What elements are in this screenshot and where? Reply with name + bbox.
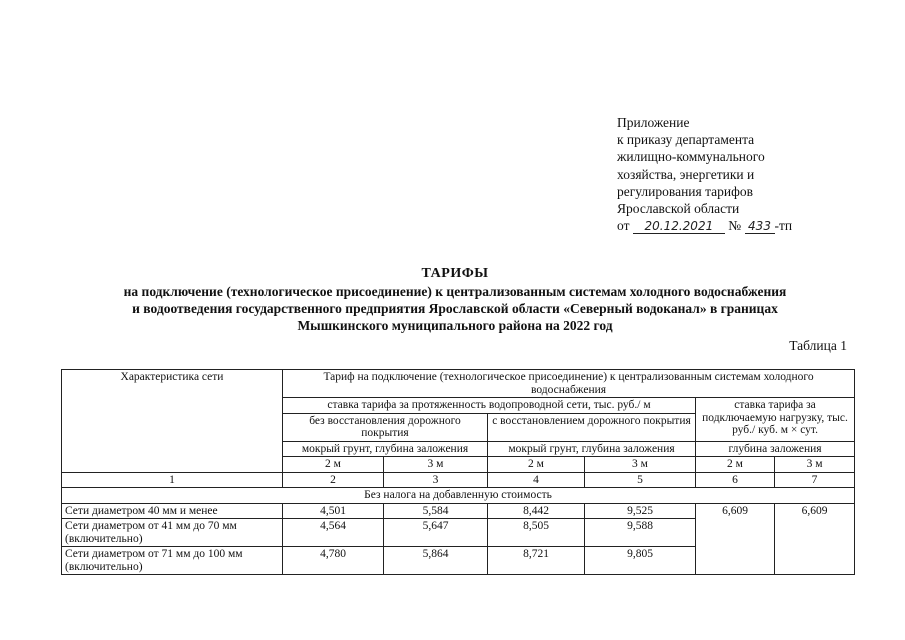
row-name: Сети диаметром от 41 мм до 70 мм (включительно) [62,519,283,547]
header-rate-load: ставка тарифа за подключаемую нагрузку, тыс. руб./ куб. м × сут. [696,398,855,442]
section-title: Без налога на добавленную стоимость [62,488,855,504]
cell-value: 4,564 [283,519,384,547]
title-line-1: на подключение (технологическое присоединение) к централизованным системам холодного водоснабжения [123,284,787,299]
column-number: 5 [585,472,696,488]
table-label: Таблица 1 [789,338,847,353]
number-prefix: № [728,218,742,234]
cell-value: 9,588 [585,519,696,547]
cell-value: 9,525 [585,503,696,519]
header-wet-soil: мокрый грунт, глубина заложения [283,441,488,457]
date-prefix: от [617,218,630,234]
title-line-2: и водоотведения государственного предприятия Ярославской области «Северный водоканал» в границах [132,301,778,316]
header-characteristic: Характеристика сети [62,370,283,473]
order-number: 433 [745,220,775,234]
header-depth-value: 3 м [384,457,488,473]
header-depth-value: 2 м [283,457,384,473]
header-depth-value: 3 м [585,457,696,473]
appendix-line: регулирования тарифов [617,183,754,199]
title-line-3: Мышкинского муниципального района на 2022 год [297,318,613,333]
load-rate-2m: 6,609 [696,503,775,575]
cell-value: 4,501 [283,503,384,519]
column-number: 2 [283,472,384,488]
header-depth-value: 2 м [488,457,585,473]
column-number: 4 [488,472,585,488]
header-without-restore: без восстановления дорожного покрытия [283,413,488,441]
column-number: 1 [62,472,283,488]
header-depth-value: 2 м [696,457,775,473]
cell-value: 4,780 [283,547,384,575]
header-depth-value: 3 м [775,457,855,473]
document-title [40,265,870,334]
column-number-row [62,472,855,488]
header-rate-length: ставка тарифа за протяженность водопроводной сети, тыс. руб./ м [283,398,696,414]
column-number: 7 [775,472,855,488]
row-name: Сети диаметром от 71 мм до 100 мм (включительно) [62,547,283,575]
tariff-table [61,369,855,575]
cell-value: 8,505 [488,519,585,547]
cell-value: 9,805 [585,547,696,575]
appendix-line: жилищно-коммунального [617,149,765,165]
load-rate-3m: 6,609 [775,503,855,575]
appendix-line: хозяйства, энергетики и [617,166,755,182]
column-number: 3 [384,472,488,488]
header-row-1 [62,370,855,398]
order-date-line [617,217,792,234]
appendix-line: Приложение [617,115,690,130]
appendix-block [617,114,792,234]
header-depth: глубина заложения [696,441,855,457]
row-name: Сети диаметром 40 мм и менее [62,503,283,519]
cell-value: 5,584 [384,503,488,519]
number-suffix: -тп [774,218,793,234]
column-number: 6 [696,472,775,488]
table-row [62,503,855,519]
cell-value: 5,864 [384,547,488,575]
cell-value: 8,442 [488,503,585,519]
title-main: ТАРИФЫ [421,266,489,281]
header-tariff: Тариф на подключение (технологическое присоединение) к централизованным системам холодного водоснабжения [283,370,855,398]
header-with-restore: с восстановлением дорожного покрытия [488,413,696,441]
order-date: 20.12.2021 [633,220,725,234]
header-wet-soil: мокрый грунт, глубина заложения [488,441,696,457]
appendix-line: к приказу департамента [617,132,755,148]
cell-value: 8,721 [488,547,585,575]
section-row [62,488,855,504]
appendix-line: Ярославской области [617,201,740,217]
cell-value: 5,647 [384,519,488,547]
